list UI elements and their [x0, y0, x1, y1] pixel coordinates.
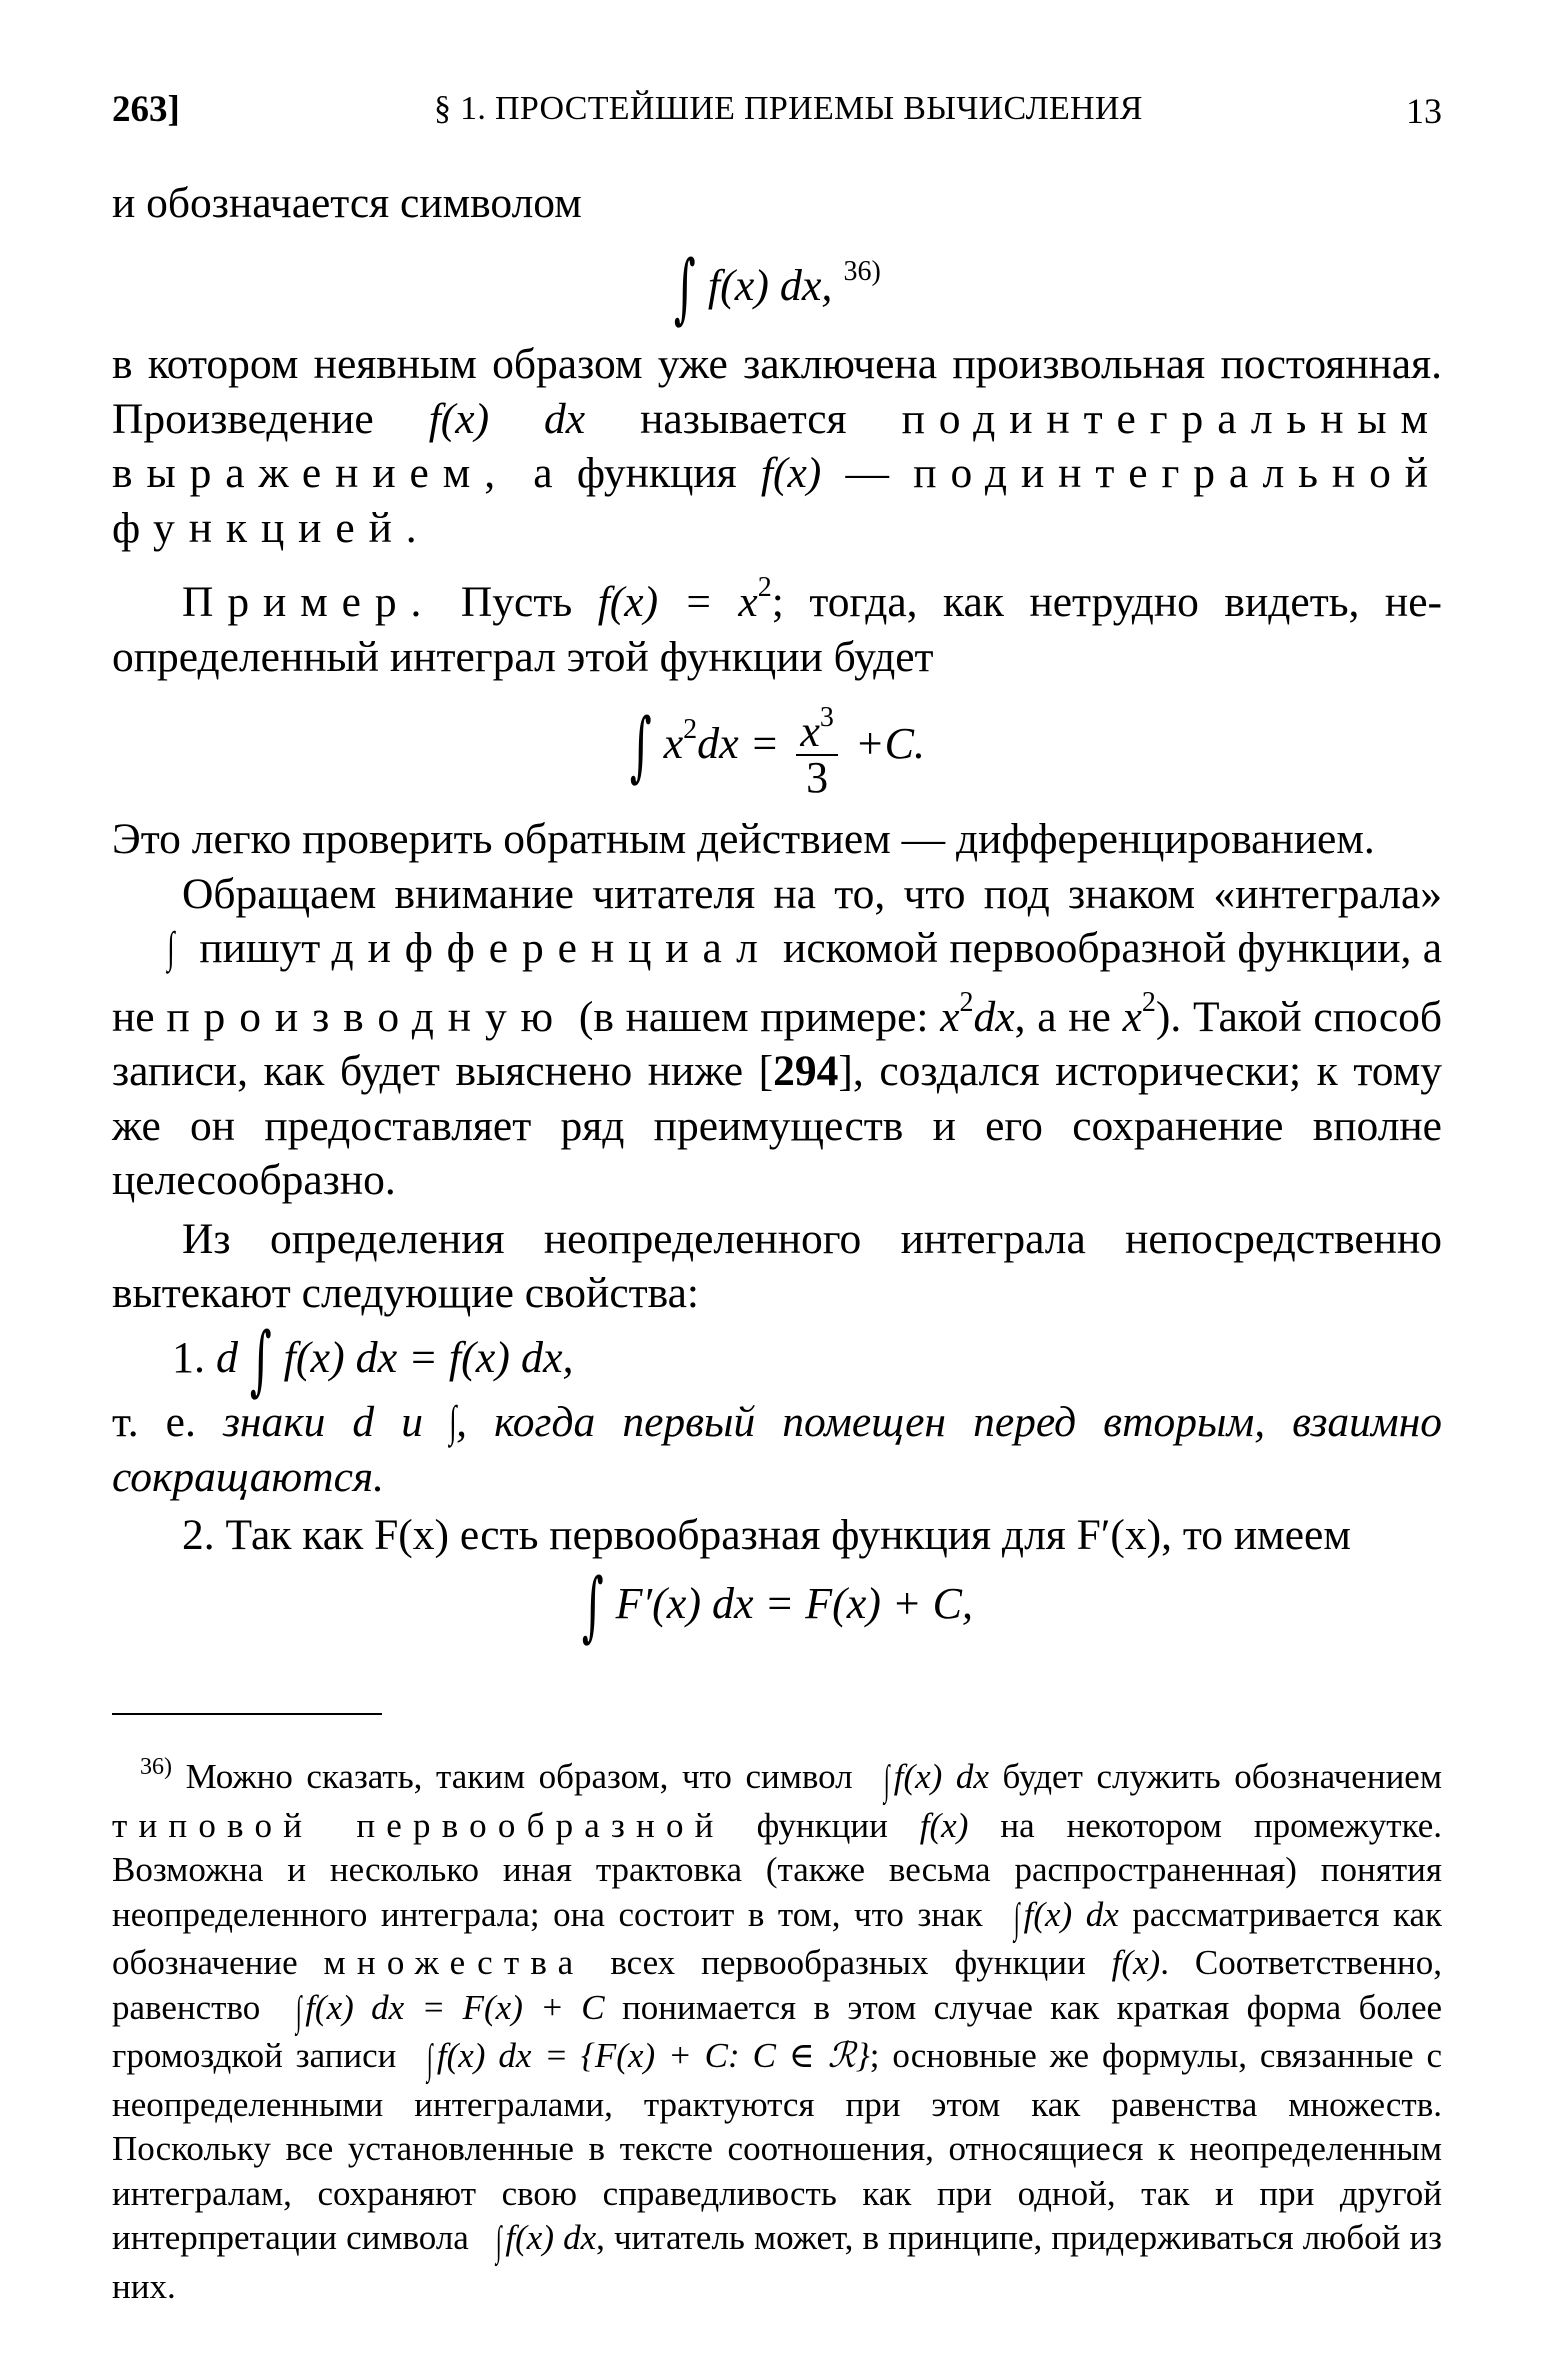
- paragraph-4: Из определения неопределенного интеграла непосредственно вытекают следующие свойства:: [112, 1214, 1442, 1317]
- example-paragraph: Пример. Пусть $f(x) = x^2$; тогда, как нетрудно видеть, неопределенный интеграл этой функции будет: [112, 572, 1443, 681]
- footnote-rule: [112, 1713, 382, 1715]
- equation-1: [112, 242, 1442, 332]
- cross-reference: 294: [773, 1047, 839, 1095]
- integral-sign: ∫: [674, 242, 696, 332]
- property-1-formula: 1. d ∫ f(x) dx = f(x) dx,: [172, 1314, 574, 1404]
- intro-line: и обозначается символом: [112, 179, 582, 227]
- fraction: $\frac{x^3}{3}$: [796, 696, 838, 800]
- integral-sign: ∫: [629, 701, 652, 791]
- paragraph-3: Обращаем внимание читателя на то, что под знаком «интеграла» ∫ пишут дифференциал искомой первообразной функции, а не производную (в нашем примере: $x^2dx$, а не $x^2$). Такой способ записи, как будет выяснено ниже [294], создался исторически; к тому же он предоставляет ряд преимуществ и его сохранение вполне целесообразно.: [112, 869, 1443, 1204]
- section-number: 263]: [112, 89, 180, 130]
- property-2-text: 2. Так как F(x) есть первообразная функция для F′(x), то имеем: [182, 1511, 1351, 1559]
- property-1-text: т. е. знаки d и ∫, когда первый помещен перед вторым, взаимно сокращаются.: [112, 1397, 1443, 1501]
- paragraph-1: в котором неявным образом уже заключена произвольная постоянная. Произведение f(x) dx называется подинтегральным выражением, а функция f(x) — подинтегральной функцией.: [112, 340, 1443, 552]
- running-header: [112, 78, 1442, 138]
- main-text: [112, 176, 1443, 1650]
- running-title: § 1. ПРОСТЕЙШИЕ ПРИЕМЫ ВЫЧИСЛЕНИЯ: [434, 90, 1143, 127]
- paragraph-2: Это легко проверить обратным действием — дифференцированием.: [112, 815, 1375, 863]
- equation-3: ∫ F′(x) dx = F(x) + C,: [581, 1560, 973, 1650]
- footnote-ref: 36): [843, 255, 881, 287]
- footnote-mark: 36): [140, 1754, 172, 1780]
- eq1-integrand: f(x) dx,: [707, 260, 833, 310]
- footnote: $^{36)}$ Можно сказать, таким образом, что символ ∫ f(x) dx будет служить обозначением типовой первообразной функции f(x) на некотором промежутке. Возможна и несколько иная трактовка (также весьма распространенная) понятия неопределенного интеграла; она состоит в том, что знак ∫ f(x) dx рассматривается как обозначение множества всех первообразных функции f(x). Соответственно, равенство ∫ f(x) dx = F(x) + C понимается в этом случае как краткая форма более громоздкой записи ∫ f(x) dx = {F(x) + C: C ∈ ℛ}; основные же формулы, связанные с неопределенными интегралами, трактуются при этом как равенства множеств. Поскольку все установленные в тексте соотношения, относящиеся к неопределенным интегралам, сохраняют свою справедливость как при одной, так и при другой интерпретации символа ∫ f(x) dx, читатель может, в принципе, придерживаться любой из них.: [112, 1754, 1443, 2306]
- example-label: Пример.: [182, 578, 436, 626]
- page-number: 13: [1406, 91, 1442, 131]
- equation-2: ∫ $x^2dx$ = $\frac{x^3}{3}$ +C.: [112, 696, 1442, 800]
- integral-sign: ∫: [249, 1314, 272, 1404]
- integral-sign: ∫: [581, 1560, 604, 1650]
